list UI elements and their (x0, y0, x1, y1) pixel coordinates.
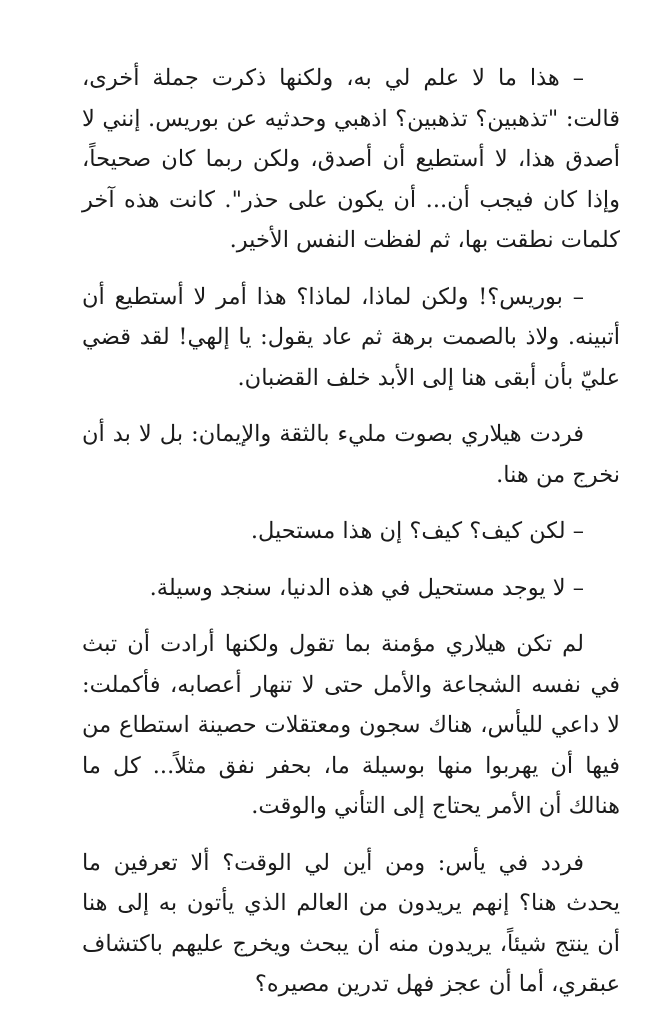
paragraph-dialogue-1: – هذا ما لا علم لي به، ولكنها ذكرت جملة أخرى، قالت: "تذهبين؟ تذهبين؟ اذهبي وحدثيه عن بوريس. إنني لا أصدق هذا، لا أستطيع أن أصدق، ولكن ربما كان صحيحاً، وإذا كان فيجب أن... أن يكون على حذر". كانت هذه آخر كلمات نطقت بها، ثم لفظت النفس الأخير. (82, 65, 620, 253)
paragraph-dialogue-2: – بوريس؟! ولكن لماذا، لماذا؟ هذا أمر لا أستطيع أن أتبينه. ولاذ بالصمت برهة ثم عاد يقول: يا إلهي! لقد قضي عليّ بأن أبقى هنا إلى الأبد خلف القضبان. (82, 283, 620, 391)
book-page (82, 58, 620, 1021)
paragraph-narration-1: فردت هيلاري بصوت مليء بالثقة والإيمان: بل لا بد أن نخرج من هنا. (82, 421, 620, 488)
paragraph-dialogue-4: – لا يوجد مستحيل في هذه الدنيا، سنجد وسيلة. (149, 574, 584, 601)
paragraph-narration-3: فردد في يأس: ومن أين لي الوقت؟ ألا تعرفين ما يحدث هنا؟ إنهم يريدون من العالم الذي يأتون به إلى هنا أن ينتج شيئاً، يريدون منه أن يبحث ويخرج عليهم باكتشاف عبقري، أما أن عجز فهل تدرين مصيره؟ (82, 849, 620, 997)
paragraph-narration-2: لم تكن هيلاري مؤمنة بما تقول ولكنها أرادت أن تبث في نفسه الشجاعة والأمل حتى لا تنهار أعصابه، فأكملت: لا داعي لليأس، هناك سجون ومعتقلات حصينة استطاع من فيها أن يهربوا منها بوسيلة ما، بحفر نفق مثلاً... كل ما هنالك أن الأمر يحتاج إلى التأني والوقت. (82, 631, 620, 819)
paragraph-dialogue-3: – لكن كيف؟ كيف؟ إن هذا مستحيل. (250, 518, 584, 544)
